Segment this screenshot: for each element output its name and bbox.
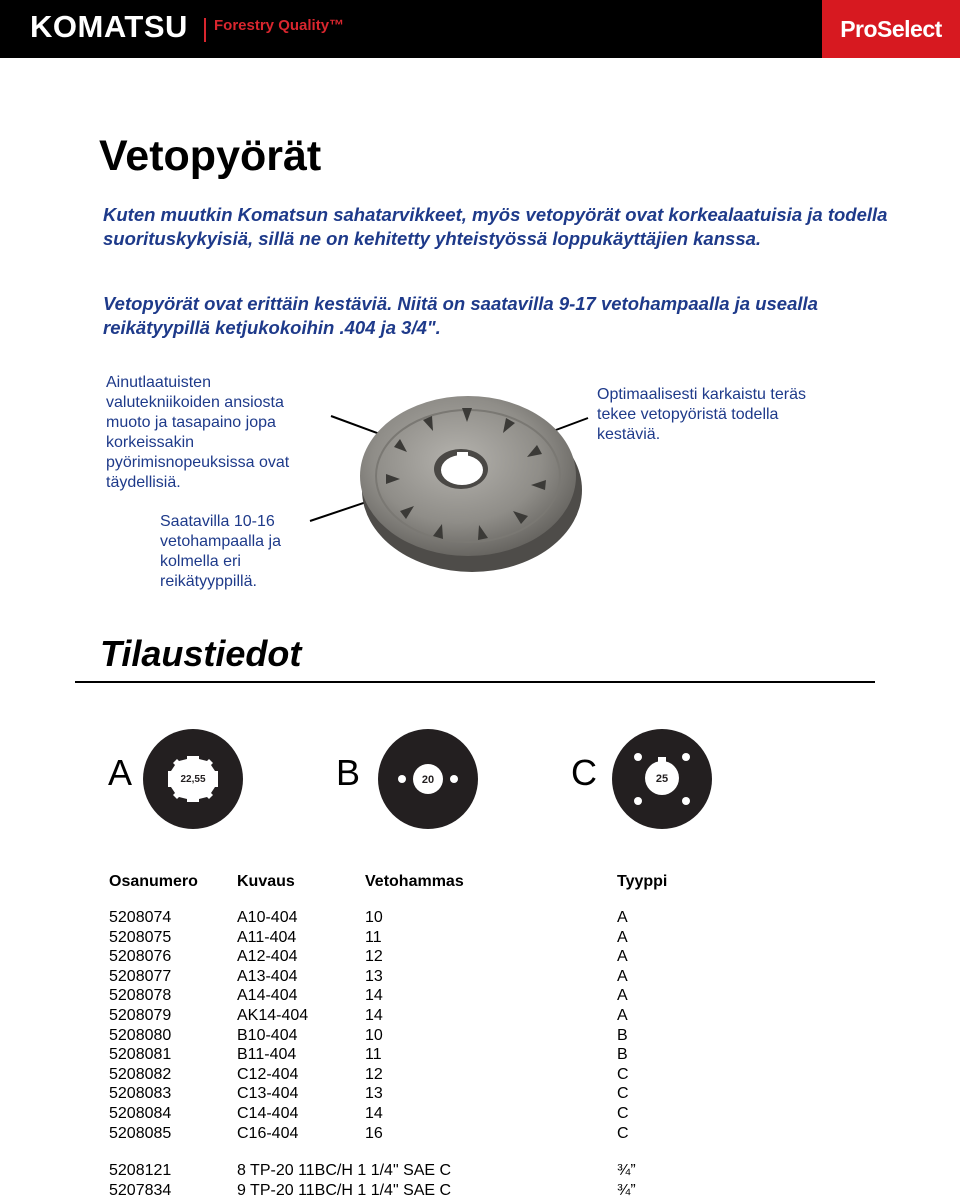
cell-pitch: ¾” — [617, 1162, 636, 1180]
callout-hardened-steel: Optimaalisesti karkaistu teräs tekee vetopyöristä todella kestäviä. — [597, 386, 806, 443]
table-row — [104, 1084, 682, 1104]
cell-hole-type: A — [617, 987, 628, 1005]
cell-hole-type: A — [617, 928, 628, 946]
cell-hole-type: C — [617, 1085, 629, 1103]
table-row — [104, 947, 682, 967]
page-title: Vetopyörät — [99, 132, 322, 180]
order-info-heading: Tilaustiedot — [100, 633, 302, 674]
col-header-part-number: Osanumero — [109, 873, 198, 890]
callout-availability: Saatavilla 10-16 vetohampaalla ja kolmella eri reikätyyppillä. — [160, 513, 281, 590]
komatsu-logo: KOMATSU — [30, 9, 188, 44]
cell-part-number: 5208074 — [109, 909, 172, 926]
cell-description: B11-404 — [237, 1046, 297, 1064]
callout-casting: Ainutlaatuisten valutekniikoiden ansiosta muoto ja tasapaino jopa korkeissakin pyörimisnopeuksissa ovat täydellisiä. — [106, 374, 290, 491]
cell-teeth-count: 10 — [365, 1026, 383, 1044]
table-spacer — [104, 894, 682, 908]
cell-description: C13-404 — [237, 1085, 299, 1103]
cell-description: C12-404 — [237, 1065, 299, 1083]
table-row — [104, 1104, 682, 1124]
table-row — [104, 986, 682, 1006]
cell-description: A12-404 — [237, 948, 298, 966]
cell-hole-type: B — [617, 1026, 628, 1044]
header-bar — [0, 0, 960, 58]
cell-part-number: 5208079 — [109, 1006, 172, 1024]
table-row — [104, 1026, 682, 1046]
proselect-badge: ProSelect — [822, 0, 960, 58]
type-c-size: 25 — [655, 773, 669, 785]
cell-pitch: ¾” — [617, 1181, 636, 1199]
cell-teeth-count: 12 — [365, 948, 383, 966]
cell-description: B10-404 — [237, 1026, 298, 1044]
table-row — [104, 1006, 682, 1026]
table-row — [104, 1124, 682, 1144]
table-row — [104, 1161, 682, 1181]
cell-description: A14-404 — [237, 987, 298, 1005]
cell-hole-type: A — [617, 1006, 628, 1024]
cell-part-number: 5208078 — [109, 987, 172, 1005]
cell-teeth-count: 16 — [365, 1124, 383, 1142]
cell-teeth-count: 12 — [365, 1065, 383, 1083]
cell-hole-type: C — [617, 1124, 629, 1142]
cell-part-number: 5208080 — [109, 1026, 172, 1044]
cell-teeth-count: 11 — [365, 928, 382, 946]
type-a-label: A — [108, 752, 133, 793]
cell-teeth-count: 11 — [365, 1046, 382, 1064]
table-row — [104, 1065, 682, 1085]
cell-teeth-count: 13 — [365, 967, 383, 985]
cell-description: C16-404 — [237, 1124, 299, 1142]
col-header-teeth: Vetohammas — [365, 873, 464, 890]
table-row — [104, 1045, 682, 1065]
cell-part-number: 5208121 — [109, 1162, 172, 1180]
cell-part-number: 5208081 — [109, 1046, 172, 1064]
cell-hole-type: A — [617, 967, 628, 985]
hole-type-a-diagram — [143, 729, 243, 829]
type-b-size: 20 — [421, 774, 435, 786]
cell-description: 8 TP-20 11BC/H 1 1/4" SAE C — [237, 1162, 452, 1180]
cell-description: 9 TP-20 11BC/H 1 1/4" SAE C — [237, 1181, 452, 1199]
type-b-label: B — [336, 752, 361, 793]
table-header-row — [104, 870, 682, 894]
table-spacer — [104, 1143, 682, 1161]
cell-part-number: 5208083 — [109, 1085, 172, 1103]
sprocket-photo — [330, 380, 610, 580]
cell-description: A10-404 — [237, 909, 298, 926]
intro-paragraph-1: Kuten muutkin Komatsun sahatarvikkeet, myös vetopyörät ovat korkealaatuisia ja todella suorituskykyisiä, sillä ne on kehitetty yhteistyössä loppukäyttäjien kanssa. — [103, 204, 888, 249]
cell-hole-type: B — [617, 1046, 628, 1064]
intro-paragraph-2: Vetopyörät ovat erittäin kestäviä. Niitä on saatavilla 9-17 vetohampaalla ja usealla reikätyypillä ketjukokoihin .404 ja 3/4". — [103, 293, 818, 338]
order-table — [104, 870, 682, 1200]
table-row — [104, 967, 682, 987]
cell-part-number: 5208085 — [109, 1124, 172, 1142]
cell-part-number: 5208076 — [109, 948, 172, 966]
cell-part-number: 5208084 — [109, 1104, 172, 1122]
cell-teeth-count: 13 — [365, 1085, 383, 1103]
table-body — [104, 894, 682, 1200]
cell-part-number: 5208075 — [109, 928, 172, 946]
cell-part-number: 5208082 — [109, 1065, 172, 1083]
type-c-label: C — [571, 752, 597, 793]
logo-divider — [204, 18, 206, 42]
col-header-type: Tyyppi — [617, 873, 668, 890]
cell-hole-type: C — [617, 1104, 629, 1122]
cell-hole-type: A — [617, 909, 628, 926]
cell-description: A11-404 — [237, 928, 297, 946]
cell-hole-type: A — [617, 948, 628, 966]
cell-teeth-count: 14 — [365, 1006, 383, 1024]
cell-part-number: 5207834 — [109, 1181, 172, 1199]
cell-description: AK14-404 — [237, 1006, 309, 1024]
table-row — [104, 928, 682, 948]
section-divider — [75, 681, 875, 683]
hole-type-c-diagram — [612, 729, 712, 829]
cell-description: C14-404 — [237, 1104, 299, 1122]
cell-description: A13-404 — [237, 967, 298, 985]
table-row — [104, 1181, 682, 1201]
cell-part-number: 5208077 — [109, 967, 172, 985]
cell-teeth-count: 14 — [365, 1104, 383, 1122]
type-a-size: 22,55 — [180, 774, 206, 785]
brand-tagline: Forestry Quality™ — [214, 17, 345, 34]
table-row — [104, 908, 682, 928]
hole-type-b-diagram — [378, 729, 478, 829]
cell-teeth-count: 10 — [365, 909, 383, 926]
cell-teeth-count: 14 — [365, 987, 383, 1005]
col-header-description: Kuvaus — [237, 873, 295, 890]
cell-hole-type: C — [617, 1065, 629, 1083]
